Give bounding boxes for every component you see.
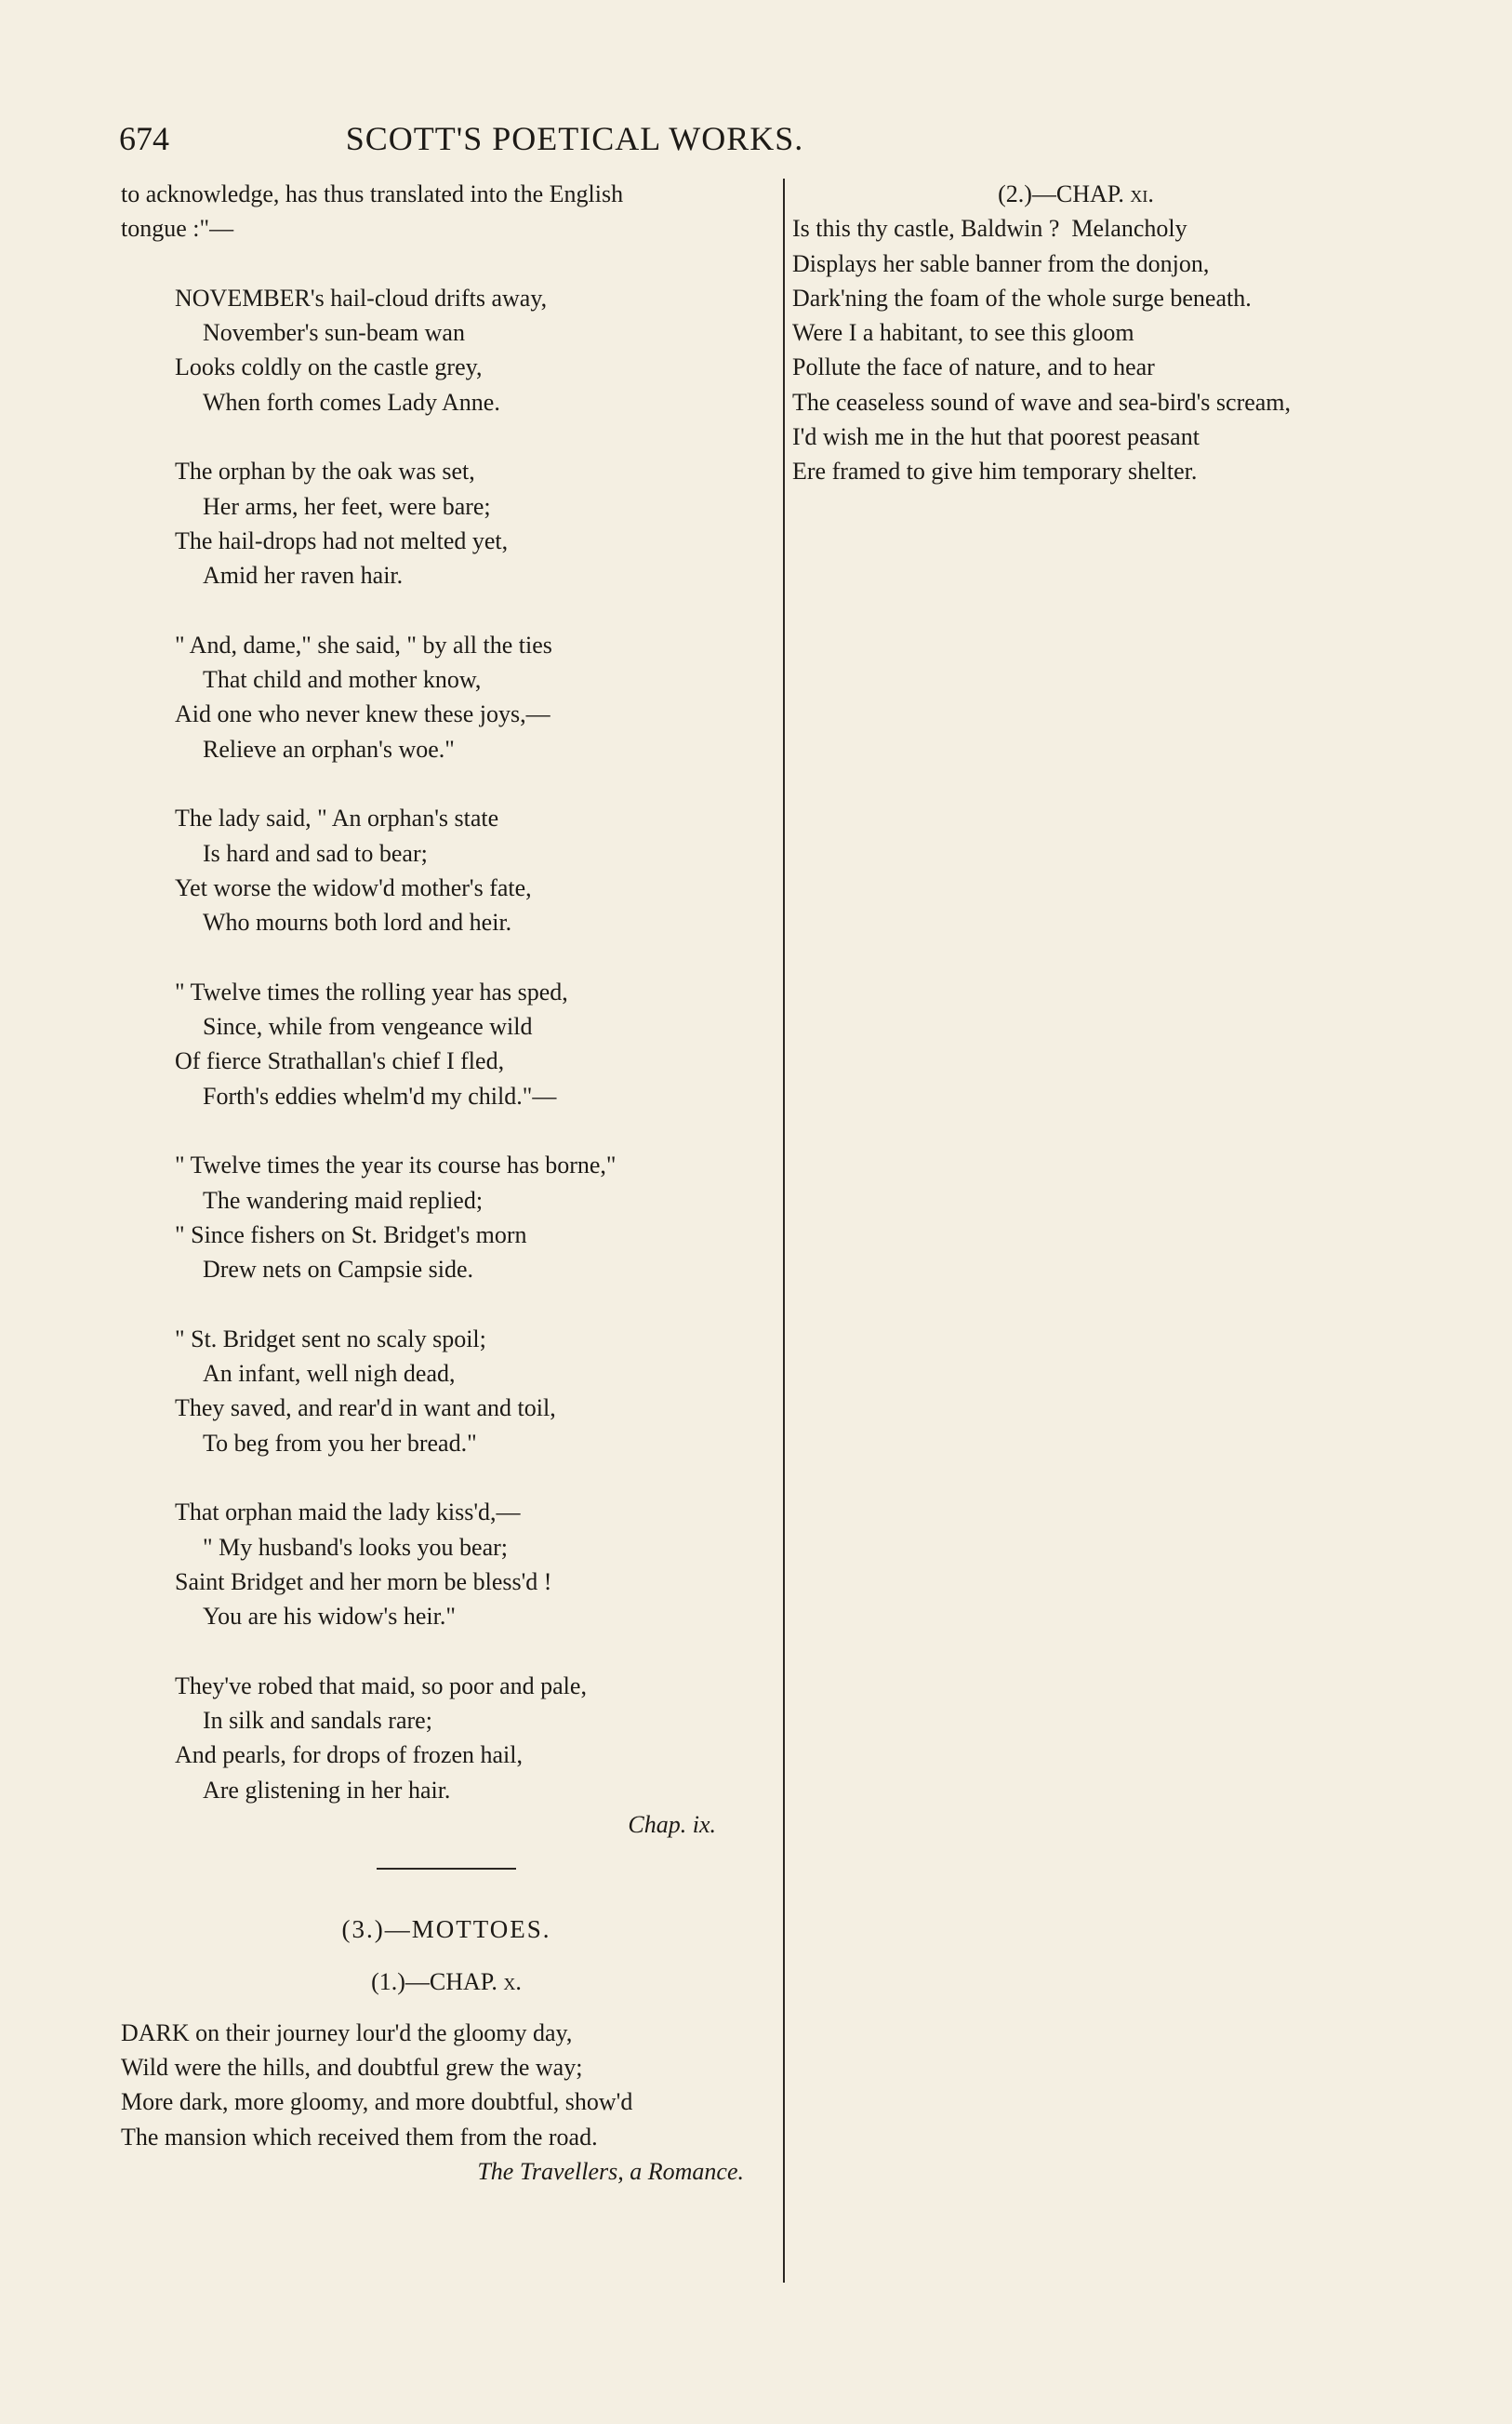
verse-line: They saved, and rear'd in want and toil,	[175, 1394, 556, 1422]
verse-line: Her arms, her feet, were bare;	[203, 492, 491, 520]
verse-line: Who mourns both lord and heir.	[203, 909, 512, 937]
verse-line: Drew nets on Campsie side.	[203, 1256, 474, 1284]
poem-stanza	[121, 281, 772, 420]
verse-line: The orphan by the oak was set,	[175, 458, 475, 486]
column-divider	[783, 179, 785, 2283]
verse-line: Since, while from vengeance wild	[203, 1013, 533, 1041]
verse-line: " St. Bridget sent no scaly spoil;	[175, 1325, 486, 1352]
verse-line: " Since fishers on St. Bridget's morn	[175, 1220, 527, 1248]
verse-line: Aid one who never knew these joys,—	[175, 700, 550, 728]
verse-line: The hail-drops had not melted yet,	[175, 526, 509, 554]
verse-line: When forth comes Lady Anne.	[203, 388, 500, 416]
verse-line: Pollute the face of nature, and to hear	[792, 353, 1155, 381]
right-column	[792, 177, 1443, 489]
verse-line: You are his widow's heir."	[203, 1603, 456, 1631]
spacer	[121, 766, 772, 801]
spacer	[121, 1113, 772, 1148]
left-column	[121, 177, 772, 2189]
poem-stanza	[121, 628, 772, 766]
spacer	[121, 1948, 772, 1965]
page-number: 674	[119, 120, 169, 157]
verse-line: NOVEMBER's hail-cloud drifts away,	[175, 284, 548, 312]
verse-line: Yet worse the widow'd mother's fate,	[175, 873, 532, 901]
verse-line: Is this thy castle, Baldwin ? Melancholy	[792, 215, 1187, 243]
verse-line: Were I a habitant, to see this gloom	[792, 319, 1134, 347]
verse-line: Of fierce Strathallan's chief I fled,	[175, 1047, 505, 1075]
running-title: SCOTT'S POETICAL WORKS.	[345, 120, 804, 157]
verse-line: Amid her raven hair.	[203, 562, 404, 590]
verse-line: More dark, more gloomy, and more doubtful, show'd	[121, 2088, 633, 2116]
verse-line: Are glistening in her hair.	[203, 1776, 451, 1804]
poem-stanza	[121, 801, 772, 939]
verse-line: The ceaseless sound of wave and sea-bird's scream,	[792, 388, 1292, 416]
poem-stanza	[121, 1148, 772, 1286]
verse-line: The lady said, " An orphan's state	[175, 805, 499, 832]
verse-line: An infant, well nigh dead,	[203, 1360, 456, 1388]
verse-line: To beg from you her bread."	[203, 1429, 477, 1457]
poem-source: Chap. ix.	[628, 1810, 716, 1838]
motto-source: The Travellers, a Romance.	[477, 2158, 744, 2186]
motto-heading: (2.)—CHAP. xi.	[998, 180, 1154, 207]
verse-line: " Twelve times the year its course has borne,"	[175, 1152, 617, 1179]
verse-line: Wild were the hills, and doubtful grew the way;	[121, 2054, 583, 2082]
spacer	[121, 420, 772, 454]
verse-line: Forth's eddies whelm'd my child."—	[203, 1082, 557, 1110]
verse-line: Ere framed to give him temporary shelter.	[792, 458, 1198, 486]
poem-stanza	[121, 975, 772, 1113]
verse-line: Relieve an orphan's woe."	[203, 735, 455, 763]
page-header	[119, 119, 1030, 166]
verse-line: " Twelve times the rolling year has sped,	[175, 978, 568, 1006]
poem-stanza	[121, 1322, 772, 1460]
verse-line: Is hard and sad to bear;	[203, 839, 428, 867]
verse-line: In silk and sandals rare;	[203, 1707, 432, 1735]
spacer	[121, 940, 772, 975]
verse-line: That child and mother know,	[203, 666, 482, 694]
verse-line: They've robed that maid, so poor and pale,	[175, 1671, 587, 1699]
mottoes-heading: (3.)—MOTTOES.	[341, 1915, 551, 1944]
motto-heading: (1.)—CHAP. x.	[371, 1967, 522, 1995]
section-rule	[377, 1868, 516, 1870]
poem-stanza	[121, 1495, 772, 1633]
verse-line: " And, dame," she said, " by all the ties	[175, 631, 552, 659]
verse-line: Displays her sable banner from the donjon,	[792, 249, 1210, 277]
prose-line: tongue :"—	[121, 215, 234, 243]
verse-line: Dark'ning the foam of the whole surge beneath.	[792, 284, 1252, 312]
poem-stanza	[121, 1669, 772, 1807]
verse-line: That orphan maid the lady kiss'd,—	[175, 1498, 521, 1526]
verse-line: " My husband's looks you bear;	[203, 1533, 508, 1561]
verse-line: Saint Bridget and her morn be bless'd !	[175, 1567, 552, 1595]
verse-line: And pearls, for drops of frozen hail,	[175, 1741, 523, 1769]
spacer	[121, 1999, 772, 2016]
spacer	[121, 1633, 772, 1668]
spacer	[121, 593, 772, 628]
prose-line: to acknowledge, has thus translated into the English	[121, 180, 624, 207]
verse-line: The mansion which received them from the road.	[121, 2123, 598, 2151]
spacer	[121, 1287, 772, 1322]
spacer	[121, 1460, 772, 1495]
verse-line: DARK on their journey lour'd the gloomy day,	[121, 2018, 573, 2046]
verse-line: Looks coldly on the castle grey,	[175, 353, 483, 381]
verse-line: The wandering maid replied;	[203, 1186, 484, 1214]
poem-stanza	[121, 454, 772, 593]
verse-line: I'd wish me in the hut that poorest peasant	[792, 423, 1200, 451]
verse-line: November's sun-beam wan	[203, 319, 465, 347]
spacer	[121, 246, 772, 281]
